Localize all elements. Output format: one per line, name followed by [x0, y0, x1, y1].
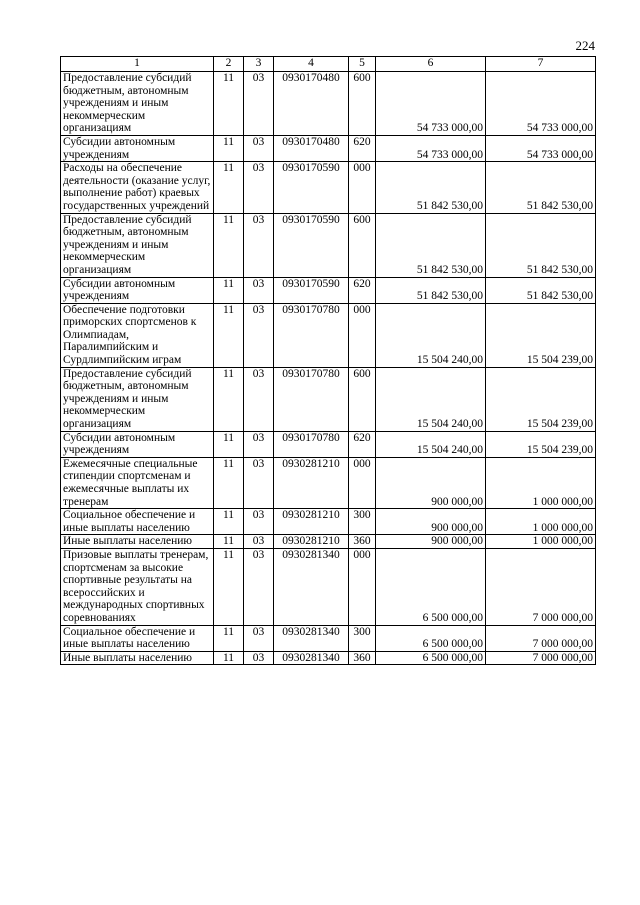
expense-name-cell: Предоставление субсидий бюджетным, автономным учреждениям и иным некоммерческим организациям [61, 367, 214, 431]
expense-name-cell: Призовые выплаты тренерам, спортсменам за высокие спортивные результаты на всероссийских и международных спортивных соревнованиях [61, 548, 214, 625]
amount-col6-cell: 51 842 530,00 [376, 162, 486, 213]
section-cell: 11 [214, 535, 244, 549]
header-cell: 7 [486, 57, 596, 72]
amount-col7-cell: 7 000 000,00 [486, 651, 596, 665]
subsection-cell: 03 [244, 651, 274, 665]
table-row [61, 651, 596, 665]
amount-col7-cell: 1 000 000,00 [486, 457, 596, 508]
target-article-cell: 0930281340 [274, 625, 349, 651]
amount-col6-cell: 51 842 530,00 [376, 213, 486, 277]
header-cell: 2 [214, 57, 244, 72]
table-row [61, 535, 596, 549]
target-article-cell: 0930281340 [274, 548, 349, 625]
amount-col6-cell: 54 733 000,00 [376, 135, 486, 161]
target-article-cell: 0930170780 [274, 431, 349, 457]
section-cell: 11 [214, 303, 244, 367]
amount-col6-cell: 6 500 000,00 [376, 625, 486, 651]
amount-col7-cell: 15 504 239,00 [486, 303, 596, 367]
expense-type-cell: 620 [349, 277, 376, 303]
amount-col7-cell: 15 504 239,00 [486, 367, 596, 431]
header-cell: 1 [61, 57, 214, 72]
expense-type-cell: 000 [349, 548, 376, 625]
subsection-cell: 03 [244, 277, 274, 303]
table-row [61, 457, 596, 508]
target-article-cell: 0930170480 [274, 72, 349, 136]
amount-col6-cell: 900 000,00 [376, 457, 486, 508]
expense-type-cell: 000 [349, 162, 376, 213]
subsection-cell: 03 [244, 162, 274, 213]
header-cell: 3 [244, 57, 274, 72]
expense-name-cell: Предоставление субсидий бюджетным, автономным учреждениям и иным некоммерческим организациям [61, 72, 214, 136]
amount-col6-cell: 900 000,00 [376, 535, 486, 549]
target-article-cell: 0930170780 [274, 367, 349, 431]
amount-col6-cell: 15 504 240,00 [376, 431, 486, 457]
target-article-cell: 0930281210 [274, 457, 349, 508]
table-row [61, 625, 596, 651]
expense-type-cell: 360 [349, 651, 376, 665]
section-cell: 11 [214, 625, 244, 651]
amount-col7-cell: 54 733 000,00 [486, 135, 596, 161]
expense-name-cell: Иные выплаты населению [61, 535, 214, 549]
target-article-cell: 0930170590 [274, 277, 349, 303]
amount-col7-cell: 7 000 000,00 [486, 625, 596, 651]
section-cell: 11 [214, 135, 244, 161]
subsection-cell: 03 [244, 431, 274, 457]
expense-name-cell: Субсидии автономным учреждениям [61, 277, 214, 303]
expense-type-cell: 600 [349, 367, 376, 431]
expense-name-cell: Социальное обеспечение и иные выплаты населению [61, 509, 214, 535]
section-cell: 11 [214, 509, 244, 535]
section-cell: 11 [214, 548, 244, 625]
section-cell: 11 [214, 431, 244, 457]
expense-name-cell: Субсидии автономным учреждениям [61, 135, 214, 161]
table-row [61, 135, 596, 161]
amount-col6-cell: 15 504 240,00 [376, 367, 486, 431]
header-cell: 6 [376, 57, 486, 72]
amount-col7-cell: 15 504 239,00 [486, 431, 596, 457]
subsection-cell: 03 [244, 509, 274, 535]
budget-table [60, 56, 596, 665]
target-article-cell: 0930170780 [274, 303, 349, 367]
subsection-cell: 03 [244, 135, 274, 161]
expense-type-cell: 620 [349, 431, 376, 457]
subsection-cell: 03 [244, 303, 274, 367]
subsection-cell: 03 [244, 535, 274, 549]
expense-name-cell: Расходы на обеспечение деятельности (оказание услуг, выполнение работ) краевых государственных учреждений [61, 162, 214, 213]
subsection-cell: 03 [244, 72, 274, 136]
amount-col6-cell: 54 733 000,00 [376, 72, 486, 136]
expense-name-cell: Обеспечение подготовки приморских спортсменов к Олимпиадам, Паралимпийским и Сурдлимпийским играм [61, 303, 214, 367]
expense-type-cell: 000 [349, 303, 376, 367]
amount-col6-cell: 51 842 530,00 [376, 277, 486, 303]
target-article-cell: 0930281210 [274, 535, 349, 549]
expense-type-cell: 300 [349, 625, 376, 651]
expense-type-cell: 300 [349, 509, 376, 535]
table-row [61, 213, 596, 277]
expense-type-cell: 600 [349, 213, 376, 277]
expense-name-cell: Иные выплаты населению [61, 651, 214, 665]
section-cell: 11 [214, 651, 244, 665]
amount-col7-cell: 7 000 000,00 [486, 548, 596, 625]
table-row [61, 431, 596, 457]
amount-col7-cell: 51 842 530,00 [486, 277, 596, 303]
target-article-cell: 0930170590 [274, 162, 349, 213]
subsection-cell: 03 [244, 625, 274, 651]
amount-col6-cell: 6 500 000,00 [376, 548, 486, 625]
amount-col6-cell: 900 000,00 [376, 509, 486, 535]
amount-col7-cell: 1 000 000,00 [486, 535, 596, 549]
target-article-cell: 0930170590 [274, 213, 349, 277]
table-row [61, 367, 596, 431]
header-cell: 5 [349, 57, 376, 72]
section-cell: 11 [214, 213, 244, 277]
page-number: 224 [575, 38, 595, 53]
expense-name-cell: Предоставление субсидий бюджетным, автономным учреждениям и иным некоммерческим организациям [61, 213, 214, 277]
table-row [61, 303, 596, 367]
section-cell: 11 [214, 367, 244, 431]
table-row [61, 277, 596, 303]
table-row [61, 548, 596, 625]
table-row [61, 509, 596, 535]
table-row [61, 162, 596, 213]
expense-name-cell: Субсидии автономным учреждениям [61, 431, 214, 457]
subsection-cell: 03 [244, 457, 274, 508]
amount-col6-cell: 6 500 000,00 [376, 651, 486, 665]
subsection-cell: 03 [244, 213, 274, 277]
expense-type-cell: 620 [349, 135, 376, 161]
amount-col6-cell: 15 504 240,00 [376, 303, 486, 367]
expense-name-cell: Социальное обеспечение и иные выплаты населению [61, 625, 214, 651]
expense-name-cell: Ежемесячные специальные стипендии спортсменам и ежемесячные выплаты их тренерам [61, 457, 214, 508]
expense-type-cell: 600 [349, 72, 376, 136]
section-cell: 11 [214, 457, 244, 508]
amount-col7-cell: 1 000 000,00 [486, 509, 596, 535]
amount-col7-cell: 51 842 530,00 [486, 162, 596, 213]
target-article-cell: 0930281210 [274, 509, 349, 535]
section-cell: 11 [214, 277, 244, 303]
amount-col7-cell: 54 733 000,00 [486, 72, 596, 136]
target-article-cell: 0930281340 [274, 651, 349, 665]
expense-type-cell: 360 [349, 535, 376, 549]
target-article-cell: 0930170480 [274, 135, 349, 161]
section-cell: 11 [214, 72, 244, 136]
expense-type-cell: 000 [349, 457, 376, 508]
amount-col7-cell: 51 842 530,00 [486, 213, 596, 277]
table-header-row [61, 57, 596, 72]
table-row [61, 72, 596, 136]
subsection-cell: 03 [244, 367, 274, 431]
header-cell: 4 [274, 57, 349, 72]
subsection-cell: 03 [244, 548, 274, 625]
section-cell: 11 [214, 162, 244, 213]
